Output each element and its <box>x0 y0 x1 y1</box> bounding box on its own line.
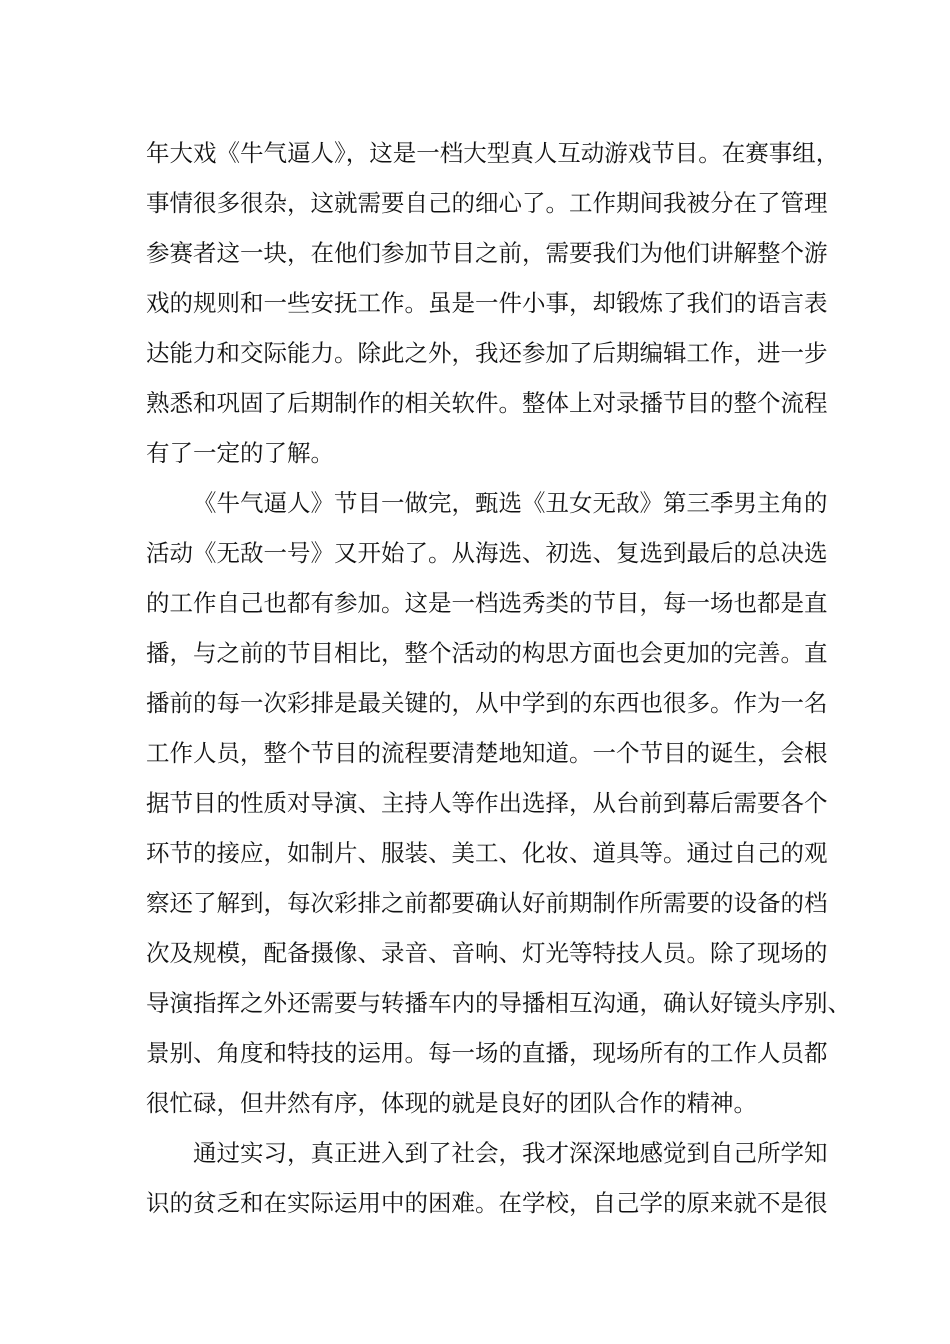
paragraph-1 <box>146 128 840 478</box>
text-line: 识的贫乏和在实际运用中的困难。在学校，自己学的原来就不是很 <box>146 1189 828 1217</box>
paragraph-3 <box>146 1128 826 1228</box>
text-line: 工作人员，整个节目的流程要清楚地知道。一个节目的诞生，会根 <box>146 739 828 767</box>
text-line: 导演指挥之外还需要与转播车内的导播相互沟通，确认好镜头序别、 <box>146 989 851 1017</box>
text-line: 次及规模，配备摄像、录音、音响、灯光等特技人员。除了现场的 <box>146 939 828 967</box>
text-line: 戏的规则和一些安抚工作。虽是一件小事，却锻炼了我们的语言表 <box>146 289 828 317</box>
text-line: 播，与之前的节目相比，整个活动的构思方面也会更加的完善。直 <box>146 639 828 667</box>
text-line: 活动《无敌一号》又开始了。从海选、初选、复选到最后的总决选 <box>146 539 828 567</box>
text-line: 很忙碌，但井然有序，体现的就是良好的团队合作的精神。 <box>146 1089 757 1117</box>
text-line: 事情很多很杂，这就需要自己的细心了。工作期间我被分在了管理 <box>146 189 828 217</box>
text-line: 据节目的性质对导演、主持人等作出选择，从台前到幕后需要各个 <box>146 789 828 817</box>
text-line: 年大戏《牛气逼人》，这是一档大型真人互动游戏节目。在赛事组， <box>146 139 840 167</box>
text-line: 环节的接应，如制片、服装、美工、化妆、道具等。通过自己的观 <box>146 839 828 867</box>
text-line: 有了一定的了解。 <box>146 439 334 467</box>
text-line: 的工作自己也都有参加。这是一档选秀类的节目，每一场也都是直 <box>146 589 828 617</box>
text-line: 景别、角度和特技的运用。每一场的直播，现场所有的工作人员都 <box>146 1039 828 1067</box>
text-line: 察还了解到，每次彩排之前都要确认好前期制作所需要的设备的档 <box>146 889 828 917</box>
paragraph-2 <box>146 478 851 1128</box>
body-text <box>146 128 851 1228</box>
text-line: 播前的每一次彩排是最关键的，从中学到的东西也很多。作为一名 <box>146 689 828 717</box>
text-line: 达能力和交际能力。除此之外，我还参加了后期编辑工作，进一步 <box>146 339 828 367</box>
text-line-indented: 《牛气逼人》节目一做完，甄选《丑女无敌》第三季男主角的 <box>193 489 828 517</box>
text-line: 熟悉和巩固了后期制作的相关软件。整体上对录播节目的整个流程 <box>146 389 828 417</box>
text-line-indented: 通过实习，真正进入到了社会，我才深深地感觉到自己所学知 <box>193 1139 828 1167</box>
text-line: 参赛者这一块，在他们参加节目之前，需要我们为他们讲解整个游 <box>146 239 828 267</box>
